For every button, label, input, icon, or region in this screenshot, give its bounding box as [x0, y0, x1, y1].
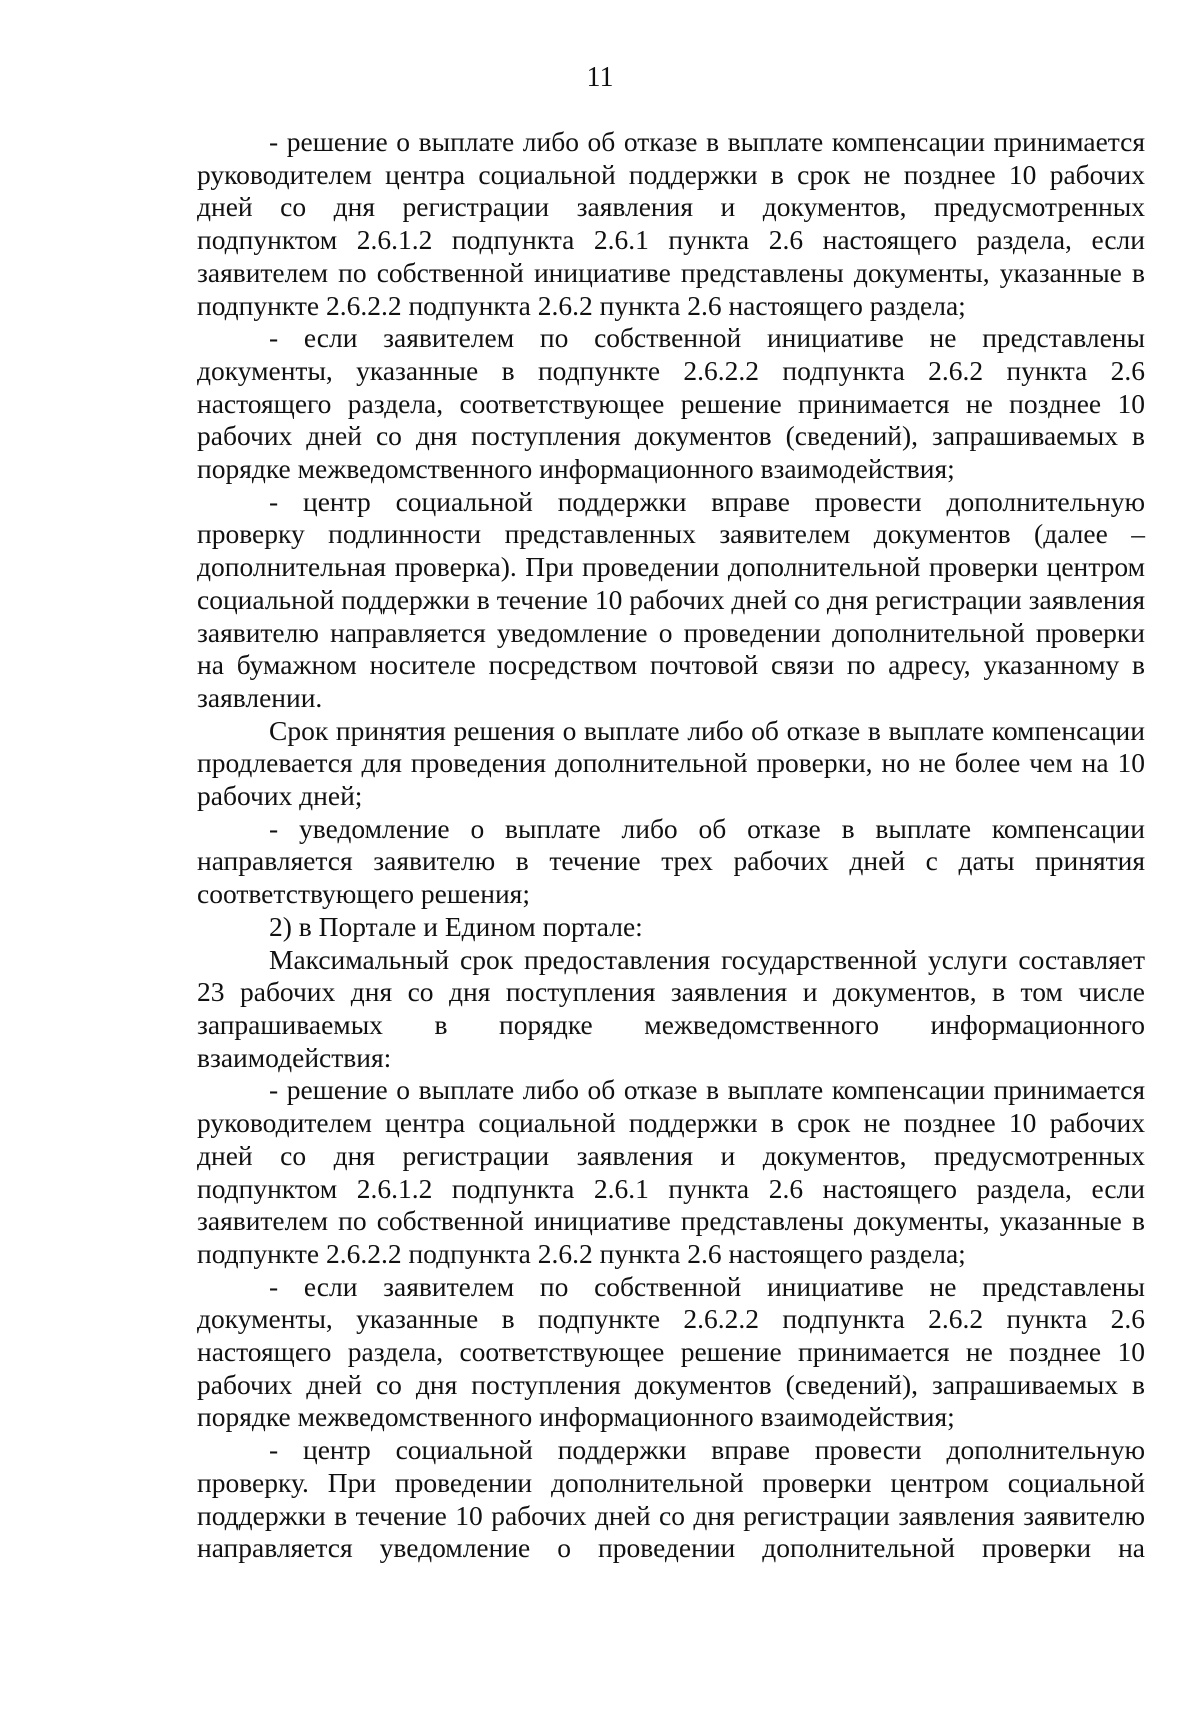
paragraph-max-term: Максимальный срок предоставления государственной услуги составляет 23 рабочих дня со дня поступления заявления и документов, в том числе запрашиваемых в порядке межведомственного информационного взаимодействия:: [197, 943, 1145, 1073]
paragraph-additional-check-portal: - центр социальной поддержки вправе провести дополнительную проверку. При проведении дополнительной проверки центром социальной поддержки в течение 10 рабочих дней со дня регистрации заявления заявителю направляется уведомление о проведении дополнительной проверки на: [197, 1434, 1145, 1564]
paragraph-decision-timing: - решение о выплате либо об отказе в выплате компенсации принимается руководителем центра социальной поддержки в срок не позднее 10 рабочих дней со дня регистрации заявления и документов, предусмотренных подпунктом 2.6.1.2 подпункта 2.6.1 пункта 2.6 настоящего раздела, если заявителем по собственной инициативе представлены документы, указанные в подпункте 2.6.2.2 подпункта 2.6.2 пункта 2.6 настоящего раздела;: [197, 126, 1145, 321]
document-body: [197, 126, 1145, 1565]
paragraph-extension: Срок принятия решения о выплате либо об отказе в выплате компенсации продлевается для проведения дополнительной проверки, но не более чем на 10 рабочих дней;: [197, 714, 1145, 812]
page-number: 11: [586, 62, 614, 93]
paragraph-no-documents-case-portal: - если заявителем по собственной инициативе не представлены документы, указанные в подпункте 2.6.2.2 подпункта 2.6.2 пункта 2.6 настоящего раздела, соответствующее решение принимается не позднее 10 рабочих дней со дня поступления документов (сведений), запрашиваемых в порядке межведомственного информационного взаимодействия;: [197, 1270, 1145, 1433]
paragraph-additional-check: - центр социальной поддержки вправе провести дополнительную проверку подлинности представленных заявителем документов (далее – дополнительная проверка). При проведении дополнительной проверки центром социальной поддержки в течение 10 рабочих дней со дня регистрации заявления заявителю направляется уведомление о проведении дополнительной проверки на бумажном носителе посредством почтовой связи по адресу, указанному в заявлении.: [197, 485, 1145, 713]
paragraph-notification: - уведомление о выплате либо об отказе в выплате компенсации направляется заявителю в течение трех рабочих дней с даты принятия соответствующего решения;: [197, 812, 1145, 910]
paragraph-portal-heading: 2) в Портале и Едином портале:: [269, 910, 643, 942]
paragraph-no-documents-case: - если заявителем по собственной инициативе не представлены документы, указанные в подпункте 2.6.2.2 подпункта 2.6.2 пункта 2.6 настоящего раздела, соответствующее решение принимается не позднее 10 рабочих дней со дня поступления документов (сведений), запрашиваемых в порядке межведомственного информационного взаимодействия;: [197, 322, 1145, 485]
paragraph-decision-timing-portal: - решение о выплате либо об отказе в выплате компенсации принимается руководителем центра социальной поддержки в срок не позднее 10 рабочих дней со дня регистрации заявления и документов, предусмотренных подпунктом 2.6.1.2 подпункта 2.6.1 пункта 2.6 настоящего раздела, если заявителем по собственной инициативе представлены документы, указанные в подпункте 2.6.2.2 подпункта 2.6.2 пункта 2.6 настоящего раздела;: [197, 1074, 1145, 1269]
